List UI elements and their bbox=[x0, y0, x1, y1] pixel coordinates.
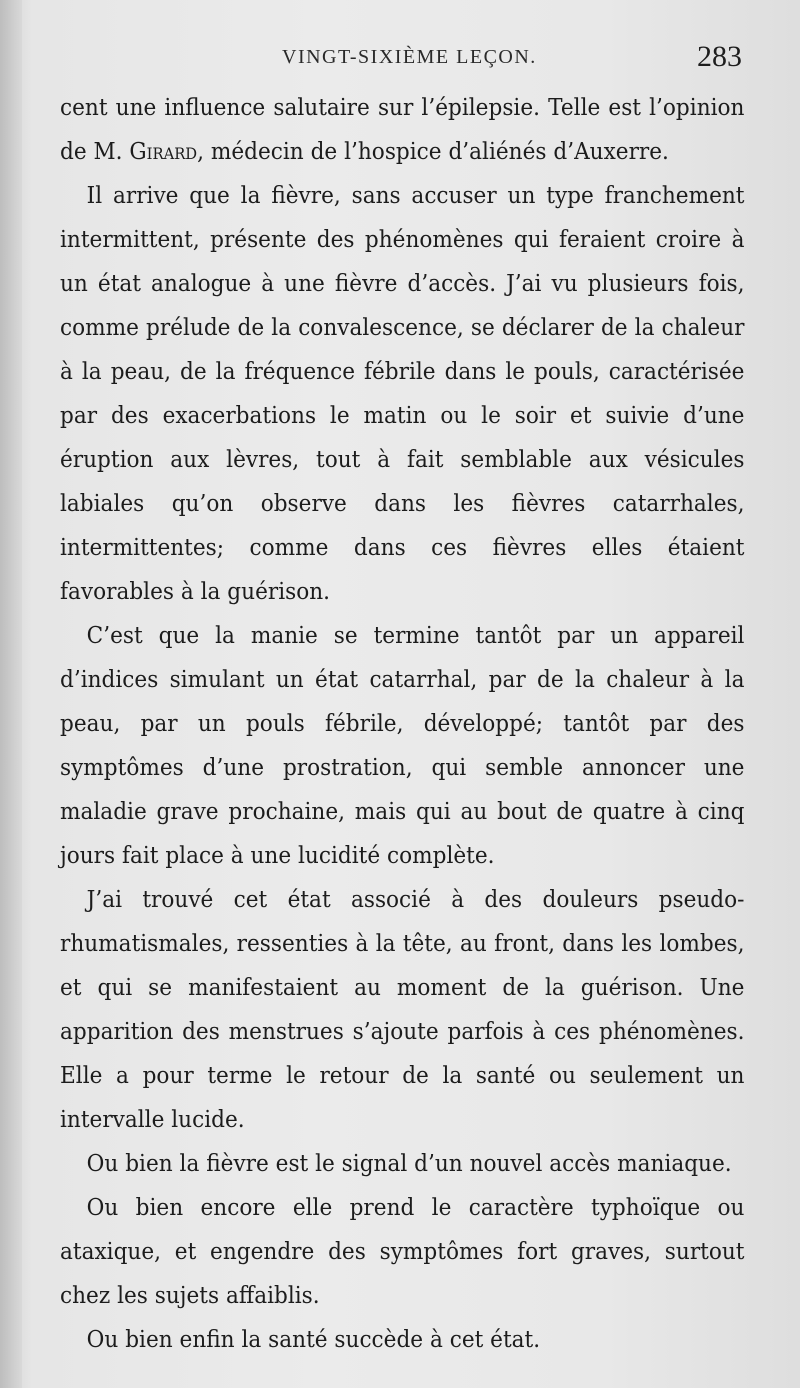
running-head-title: VINGT-SIXIÈME LEÇON. bbox=[282, 46, 537, 68]
author-name: Girard bbox=[129, 137, 198, 165]
paragraph-2: Il arrive que la fièvre, sans accuser un type franchement intermittent, présente des phénomènes qui feraient croire à un état analogue à une fièvre d’accès. J’ai vu plusieurs fois, comme prélude de la convalescence, se déclarer de la chaleur à la peau, de la fréquence fébrile dans le pouls, caractérisée par des exacerbations le matin ou le soir et suivie d’une éruption aux lèvres, tout à fait semblable aux vésicules labiales qu’on observe dans les fièvres catarrhales, intermittentes; comme dans ces fièvres elles étaient favorables à la guérison. bbox=[60, 181, 745, 605]
paragraph-6: Ou bien encore elle prend le caractère typhoïque ou ataxique, et engendre des symptômes fort graves, surtout chez les sujets affaiblis. bbox=[60, 1193, 745, 1309]
page-number: 283 bbox=[697, 40, 742, 73]
paragraph-1-text-before: cent une influence salutaire sur l’épilepsie. Telle est l’opinion de M. bbox=[60, 93, 745, 165]
paragraph-4: J’ai trouvé cet état associé à des douleurs pseudo-rhumatismales, ressenties à la tête, au front, dans les lombes, et qui se manifestaient au moment de la guérison. Une apparition des menstrues s’ajoute parfois à ces phénomènes. Elle a pour terme le retour de la santé ou seulement un intervalle lucide. bbox=[60, 885, 745, 1133]
paragraph-1-text-after: , médecin de l’hospice d’aliénés d’Auxerre. bbox=[197, 137, 669, 165]
page-gutter-shadow bbox=[0, 0, 22, 1388]
paragraph-3: C’est que la manie se termine tantôt par un appareil d’indices simulant un état catarrhal, par de la chaleur à la peau, par un pouls fébrile, développé; tantôt par des symptômes d’une prostration, qui semble annoncer une maladie grave prochaine, mais qui au bout de quatre à cinq jours fait place à une lucidité complète. bbox=[60, 621, 745, 869]
paragraph-7: Ou bien enfin la santé succède à cet état. bbox=[86, 1325, 541, 1353]
paragraph-1 bbox=[60, 85, 744, 173]
body-text bbox=[60, 85, 744, 1361]
paragraph-5: Ou bien la fièvre est le signal d’un nouvel accès maniaque. bbox=[86, 1149, 732, 1177]
running-head bbox=[60, 40, 740, 80]
